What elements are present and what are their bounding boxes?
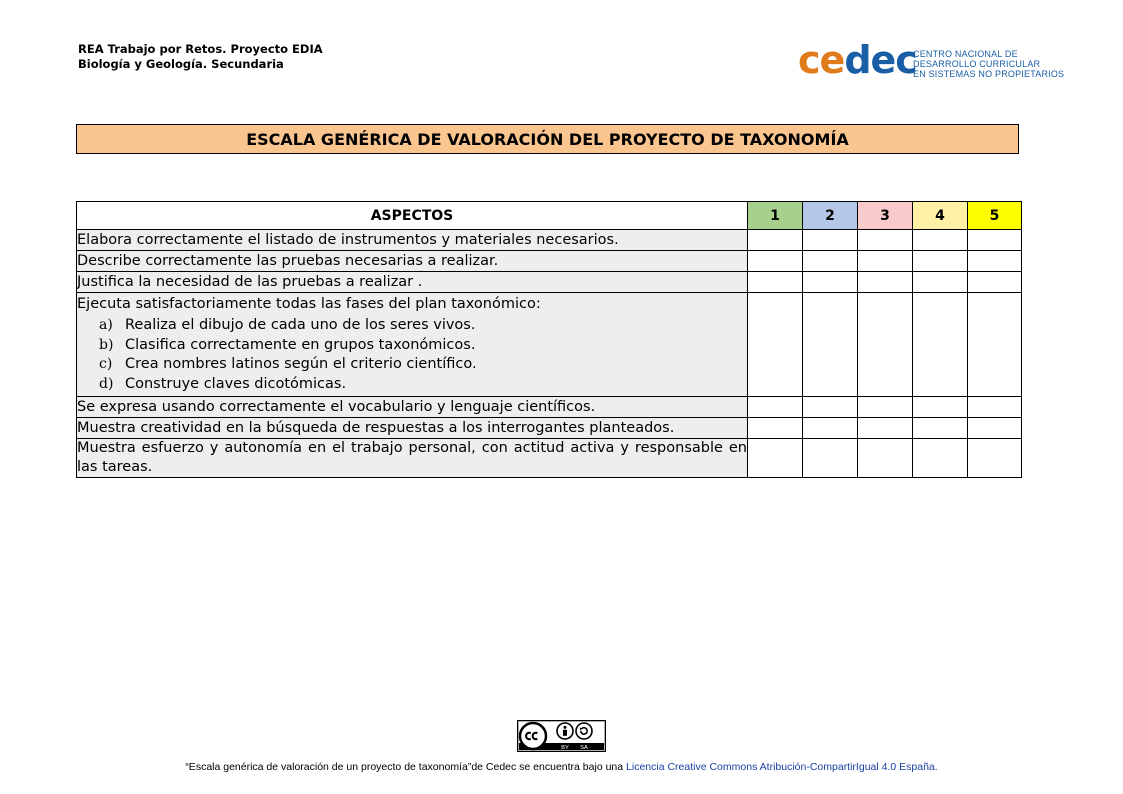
score-cell-1[interactable] [748, 293, 803, 397]
score-cell-4[interactable] [913, 293, 968, 397]
cc-by-sa-badge[interactable] [517, 720, 606, 752]
aspect-text: Muestra esfuerzo y autonomía en el trabajo personal, con actitud activa y responsable en las tareas. [77, 439, 748, 478]
score-cell-2[interactable] [803, 439, 858, 478]
document-title: ESCALA GENÉRICA DE VALORACIÓN DEL PROYECTO DE TAXONOMÍA [76, 124, 1019, 154]
score-cell-1[interactable] [748, 439, 803, 478]
header-subject-line: Biología y Geología. Secundaria [78, 57, 284, 71]
score-cell-4[interactable] [913, 418, 968, 439]
score-cell-1[interactable] [748, 418, 803, 439]
list-item [77, 355, 747, 375]
score-cell-4[interactable] [913, 272, 968, 293]
table-row [77, 293, 1022, 397]
license-footer [0, 761, 1123, 773]
subitem-text: Clasifica correctamente en grupos taxonómicos. [125, 336, 476, 353]
score-cell-3[interactable] [858, 397, 913, 418]
score-cell-4[interactable] [913, 230, 968, 251]
header-project-line: REA Trabajo por Retos. Proyecto EDIA [78, 42, 323, 56]
badge-by-label: BY [561, 745, 569, 751]
aspect-text: Justifica la necesidad de las pruebas a realizar . [77, 272, 748, 293]
score-cell-5[interactable] [968, 418, 1022, 439]
score-header-1: 1 [748, 202, 803, 230]
score-cell-1[interactable] [748, 397, 803, 418]
score-cell-2[interactable] [803, 272, 858, 293]
list-item [77, 316, 747, 336]
by-icon [557, 723, 573, 739]
score-cell-3[interactable] [858, 418, 913, 439]
score-cell-3[interactable] [858, 230, 913, 251]
list-item [77, 336, 747, 356]
aspect-text: Ejecuta satisfactoriamente todas las fases del plan taxonómico: [77, 296, 541, 312]
badge-sa-label: SA [580, 745, 588, 751]
cc-icon [520, 723, 546, 749]
score-cell-5[interactable] [968, 293, 1022, 397]
subitem-text: Realiza el dibujo de cada uno de los seres vivos. [125, 317, 476, 333]
score-cell-5[interactable] [968, 230, 1022, 251]
aspect-text: Describe correctamente las pruebas necesarias a realizar. [77, 251, 748, 272]
subitem-list [77, 316, 747, 394]
aspectos-header: ASPECTOS [77, 202, 748, 230]
license-link[interactable]: Licencia Creative Commons Atribución-CompartirIgual 4.0 España. [626, 761, 938, 773]
score-cell-1[interactable] [748, 251, 803, 272]
subitem-marker: c) [99, 356, 113, 372]
aspect-text: Muestra creatividad en la búsqueda de respuestas a los interrogantes planteados. [77, 418, 748, 439]
score-cell-5[interactable] [968, 397, 1022, 418]
score-cell-4[interactable] [913, 397, 968, 418]
list-item [77, 375, 747, 395]
score-cell-3[interactable] [858, 251, 913, 272]
score-header-5: 5 [968, 202, 1022, 230]
logo-word-blue: dec [844, 38, 917, 82]
logo-sub-line-2: DESARROLLO CURRICULAR [913, 59, 1041, 69]
subitem-text: Crea nombres latinos según el criterio científico. [125, 356, 477, 372]
score-cell-2[interactable] [803, 418, 858, 439]
score-cell-2[interactable] [803, 251, 858, 272]
score-cell-4[interactable] [913, 439, 968, 478]
score-cell-2[interactable] [803, 230, 858, 251]
logo-word-orange: ce [798, 38, 845, 82]
cedec-logo-wordmark [798, 38, 917, 82]
score-header-3: 3 [858, 202, 913, 230]
aspect-text: Se expresa usando correctamente el vocabulario y lenguaje científicos. [77, 397, 748, 418]
subitem-marker: a) [99, 317, 113, 333]
score-cell-3[interactable] [858, 439, 913, 478]
subitem-text: Construye claves dicotómicas. [125, 375, 347, 392]
table-row [77, 439, 1022, 478]
score-cell-4[interactable] [913, 251, 968, 272]
score-cell-3[interactable] [858, 293, 913, 397]
score-cell-3[interactable] [858, 272, 913, 293]
cedec-logo-subtitle [913, 49, 1064, 79]
score-header-2: 2 [803, 202, 858, 230]
score-cell-2[interactable] [803, 293, 858, 397]
score-header-4: 4 [913, 202, 968, 230]
document-header [78, 42, 323, 72]
subitem-marker: d) [99, 375, 114, 392]
score-cell-5[interactable] [968, 439, 1022, 478]
score-cell-5[interactable] [968, 251, 1022, 272]
score-cell-2[interactable] [803, 397, 858, 418]
table-row [77, 251, 1022, 272]
aspect-text: Elabora correctamente el listado de instrumentos y materiales necesarios. [77, 230, 748, 251]
table-row [77, 418, 1022, 439]
table-row [77, 272, 1022, 293]
rubric-table [76, 201, 1022, 478]
license-footer-prefix: “Escala genérica de valoración de un proyecto de taxonomía”de Cedec se encuentra bajo una [185, 761, 627, 773]
table-row [77, 397, 1022, 418]
sa-icon [576, 723, 592, 739]
subitem-marker: b) [99, 336, 114, 353]
score-cell-5[interactable] [968, 272, 1022, 293]
logo-sub-line-3: EN SISTEMAS NO PROPIETARIOS [913, 69, 1065, 79]
aspect-cell-with-subitems [77, 293, 748, 397]
score-cell-1[interactable] [748, 230, 803, 251]
logo-sub-line-1: CENTRO NACIONAL DE [913, 49, 1018, 59]
table-row [77, 230, 1022, 251]
table-header-row [77, 202, 1022, 230]
score-cell-1[interactable] [748, 272, 803, 293]
